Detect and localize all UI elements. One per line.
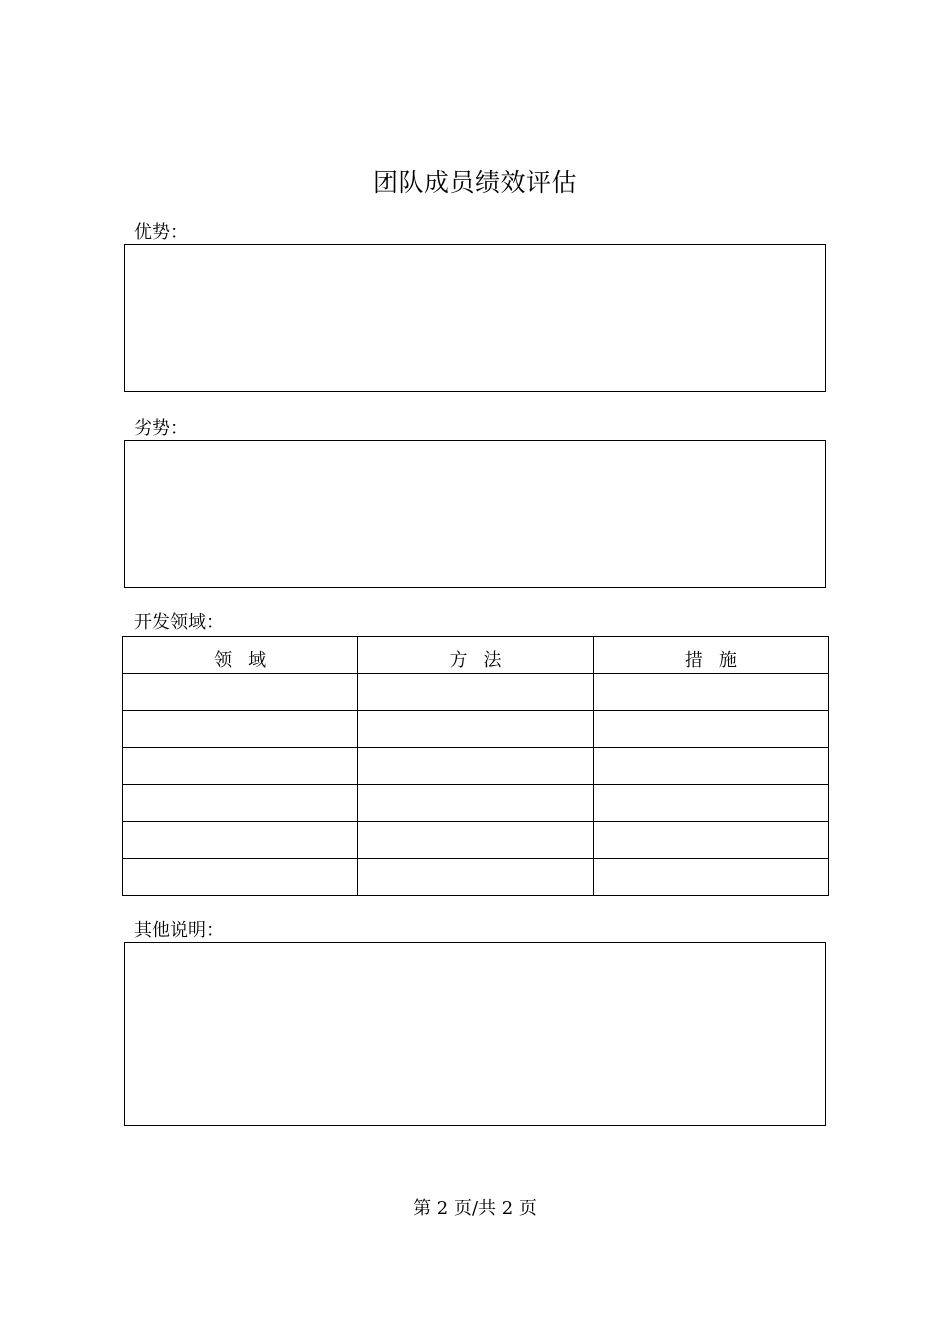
table-header-row [123, 637, 829, 674]
column-header-measure: 措施 [593, 637, 828, 674]
table-cell[interactable] [593, 822, 828, 859]
table-cell[interactable] [123, 785, 358, 822]
table-cell[interactable] [358, 748, 593, 785]
table-cell[interactable] [123, 822, 358, 859]
table-cell[interactable] [593, 674, 828, 711]
table-cell[interactable] [123, 711, 358, 748]
table-cell[interactable] [358, 674, 593, 711]
development-label: 开发领域： [134, 612, 224, 633]
table-row [123, 674, 829, 711]
page-title: 团队成员绩效评估 [372, 168, 577, 197]
table-cell[interactable] [123, 859, 358, 896]
table-row [123, 748, 829, 785]
strengths-label: 优势： [134, 222, 188, 243]
column-header-area: 领域 [123, 637, 358, 674]
table-cell[interactable] [123, 748, 358, 785]
strengths-box[interactable] [124, 244, 826, 392]
table-cell[interactable] [358, 785, 593, 822]
table-row [123, 822, 829, 859]
development-table [122, 636, 829, 896]
weaknesses-label: 劣势： [134, 418, 188, 439]
table-cell[interactable] [593, 859, 828, 896]
other-notes-label: 其他说明： [134, 920, 224, 941]
table-row [123, 785, 829, 822]
table-row [123, 859, 829, 896]
column-header-method: 方法 [358, 637, 593, 674]
table-cell[interactable] [593, 748, 828, 785]
weaknesses-box[interactable] [124, 440, 826, 588]
table-cell[interactable] [593, 785, 828, 822]
table-cell[interactable] [123, 674, 358, 711]
other-notes-box[interactable] [124, 942, 826, 1126]
page-number: 第 2 页/共 2 页 [413, 1198, 537, 1219]
table-cell[interactable] [358, 711, 593, 748]
table-row [123, 711, 829, 748]
table-cell[interactable] [358, 822, 593, 859]
table-cell[interactable] [593, 711, 828, 748]
table-cell[interactable] [358, 859, 593, 896]
